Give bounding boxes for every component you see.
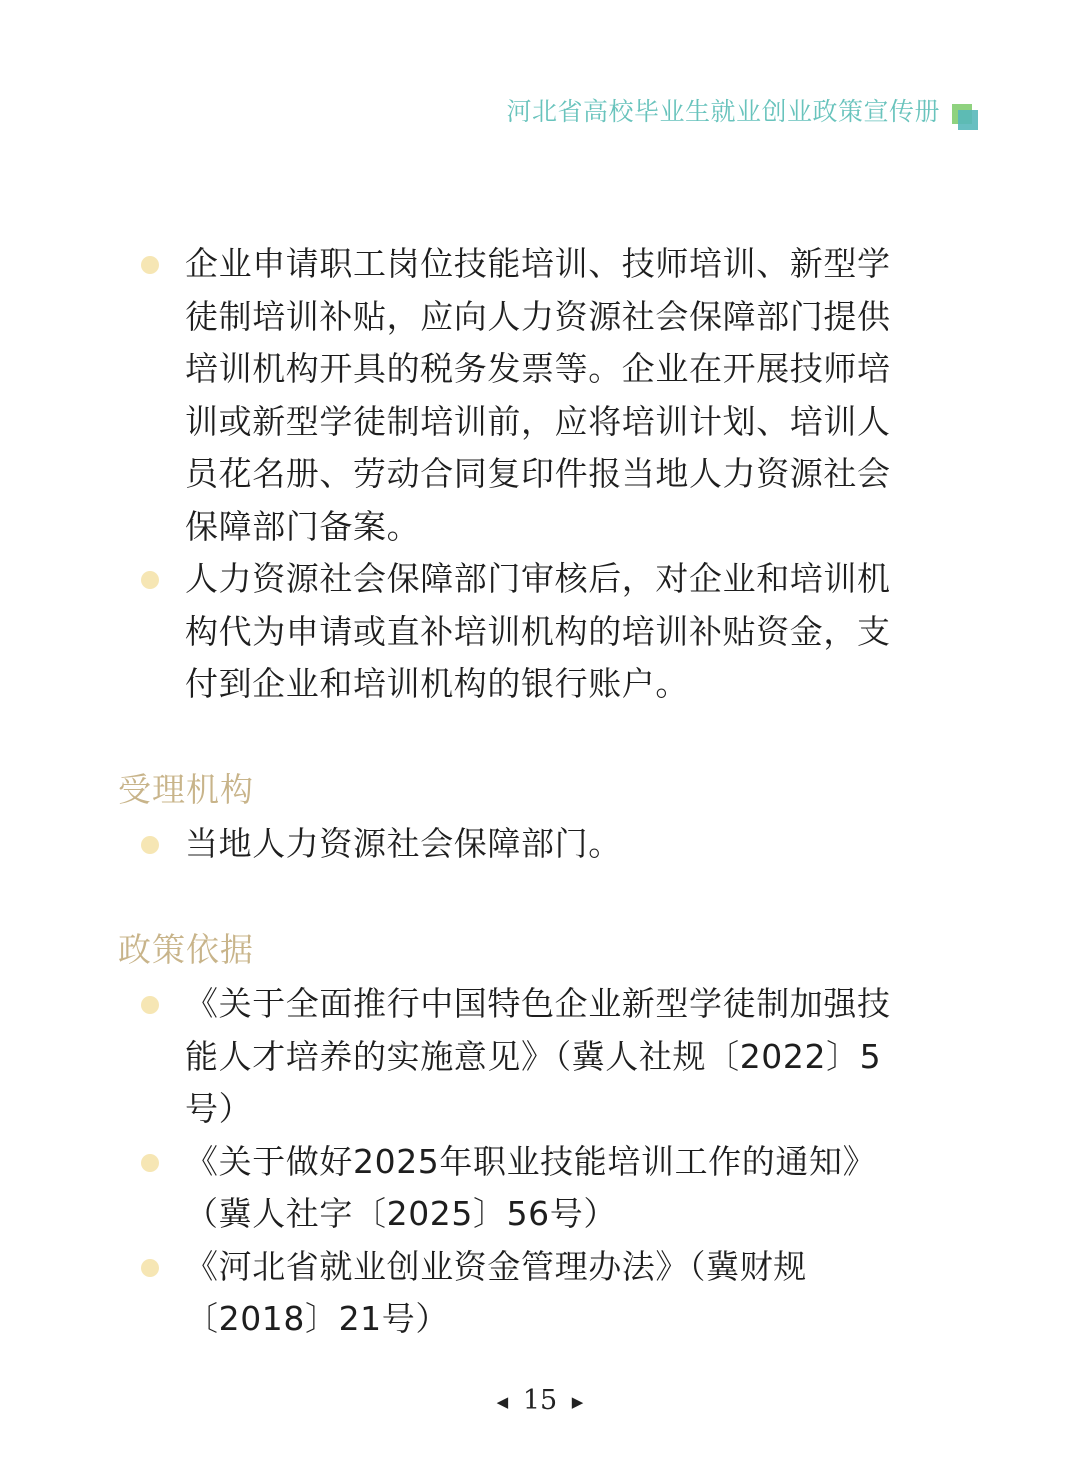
triangle-left-icon: ◀ [496, 1392, 509, 1411]
triangle-right-icon: ▶ [571, 1392, 584, 1411]
list-item [0, 818, 910, 871]
bullet-dot-icon [141, 996, 159, 1014]
bullet-dot-icon [141, 1259, 159, 1277]
list-item-text: 企业申请职工岗位技能培训、技师培训、新型学徒制培训补贴，应向人力资源社会保障部门提供培训机构开具的税务发票等。企业在开展技师培训或新型学徒制培训前，应将培训计划、培训人员花名册、劳动合同复印件报当地人力资源社会保障部门备案。 [185, 244, 891, 546]
page-number: 15 [522, 1385, 558, 1416]
list-item-text: 《关于全面推行中国特色企业新型学徒制加强技能人才培养的实施意见》（冀人社规〔2022〕5号） [185, 984, 891, 1128]
list-item [0, 1241, 910, 1346]
list-item [0, 553, 910, 711]
bullet-dot-icon [141, 1154, 159, 1172]
list-item-text: 《河北省就业创业资金管理办法》（冀财规〔2018〕21号） [185, 1246, 807, 1338]
list-item [0, 238, 910, 553]
list-item-text: 人力资源社会保障部门审核后，对企业和培训机构代为申请或直补培训机构的培训补贴资金，支付到企业和培训机构的银行账户。 [185, 559, 891, 703]
list-item [0, 978, 910, 1136]
header-title: 河北省高校毕业生就业创业政策宣传册 [506, 97, 940, 126]
section-title-basis: 政策依据 [118, 930, 254, 969]
list-item-text: 当地人力资源社会保障部门。 [185, 824, 622, 863]
basis-list [0, 978, 1080, 1346]
list-item [0, 1136, 910, 1241]
bullet-dot-icon [141, 836, 159, 854]
bullet-dot-icon [141, 571, 159, 589]
agency-list [0, 818, 1080, 871]
bullet-dot-icon [141, 256, 159, 274]
page-header [506, 92, 940, 128]
page-footer [0, 1385, 1080, 1416]
procedure-list [0, 238, 1080, 711]
list-item-text: 《关于做好2025年职业技能培训工作的通知》（冀人社字〔2025〕56号） [185, 1141, 877, 1233]
brand-square-icon [952, 104, 978, 130]
section-title-agency: 受理机构 [118, 770, 254, 809]
